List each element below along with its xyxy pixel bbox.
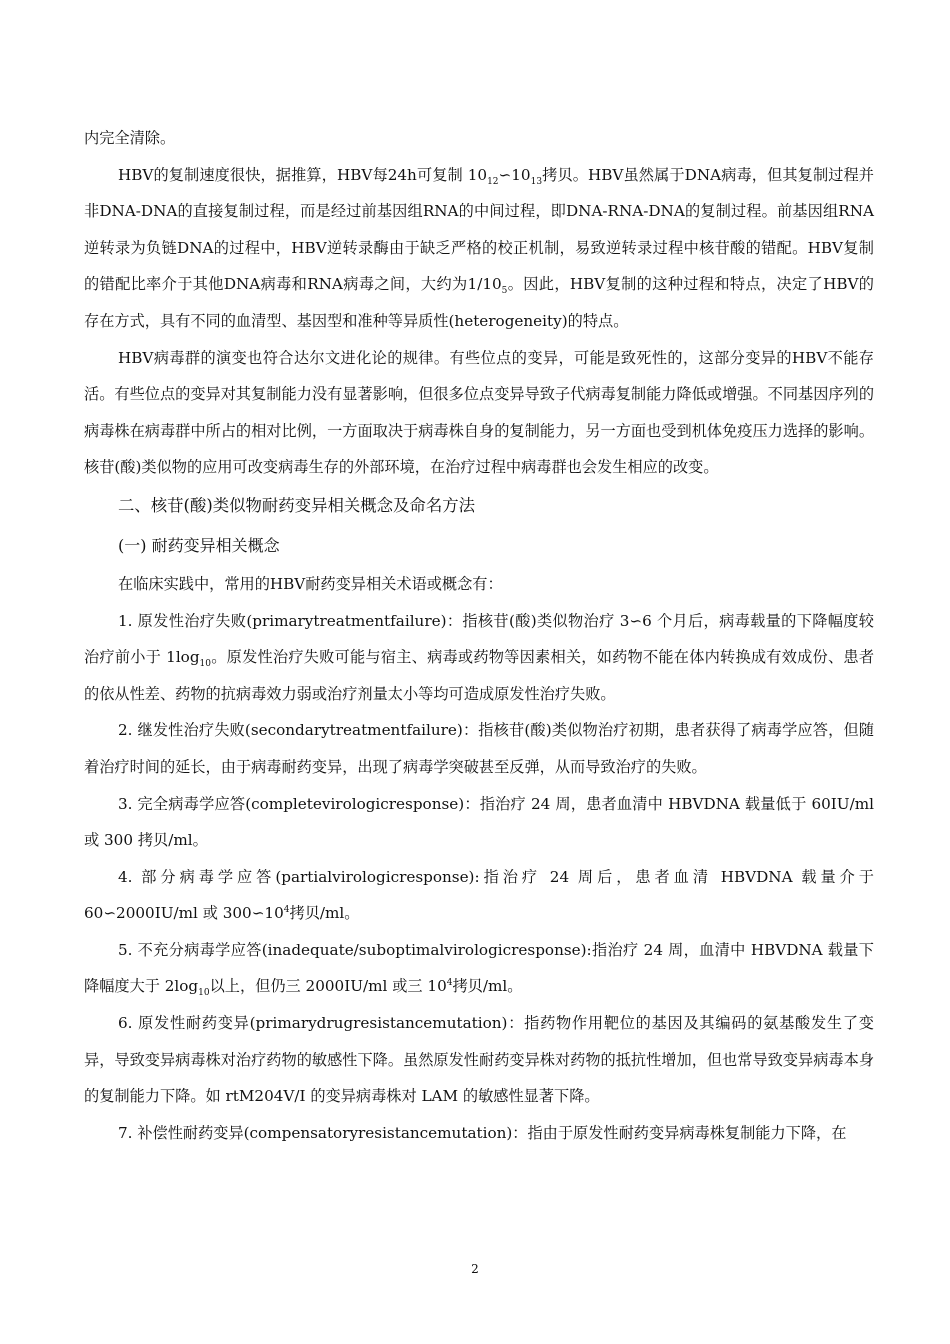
list-item-7: 7. 补偿性耐药变异(compensatoryresistancemutation)：指由于原发性耐药变异病毒株复制能力下降，在 — [118, 1123, 847, 1142]
list-item-4 — [84, 859, 874, 932]
subscript: 12 — [487, 176, 499, 187]
text-run: 拷贝/ml。 — [452, 977, 523, 996]
list-item-5 — [84, 932, 874, 1005]
text-run: ∽10 — [498, 165, 531, 184]
superscript: 4 — [283, 905, 290, 916]
subscript: 10 — [199, 659, 211, 670]
section-heading: 二、核苷(酸)类似物耐药变异相关概念及命名方法 — [118, 495, 475, 515]
subscript: 5 — [501, 286, 508, 297]
subscript: 10 — [198, 988, 210, 999]
list-item-6: 6. 原发性耐药变异(primarydrugresistancemutation)：指药物作用靶位的基因及其编码的氨基酸发生了变异，导致变异病毒株对治疗药物的敏感性下降。虽然原发性耐药变异株对药物的抵抗性增加，但也常导致变异病毒本身的复制能力下降。如 rtM204V/I 的变异病毒株对 LAM 的敏感性显著下降。 — [84, 1014, 874, 1106]
subsection-heading: (一) 耐药变异相关概念 — [118, 535, 280, 555]
page-number: 2 — [471, 1262, 479, 1276]
text-run: HBV的复制速度很快，据推算，HBV每24h可复制 10 — [118, 165, 488, 184]
superscript: 4 — [446, 978, 453, 989]
text-run: 拷贝。HBV虽然属于DNA病毒，但其复制过程并非DNA-DNA的直接复制过程，而是经过前基因组RNA的中间过程，即DNA-RNA-DNA的复制过程。前基因组RNA逆转录为负链DNA的过程中，HBV逆转录酶由于缺乏严格的校正机制，易致逆转录过程中核苷酸的错配。HBV复制的错配比率介于其他DNA病毒和RNA病毒之间，大约为1/10 — [84, 165, 874, 294]
list-item-3: 3. 完全病毒学应答(completevirologicresponse)：指治疗 24 周，患者血清中 HBVDNA 载量低于 60IU/ml 或 300 拷贝/ml。 — [84, 794, 874, 850]
paragraph-continuation: 内完全清除。 — [84, 129, 176, 147]
list-item-1 — [84, 603, 874, 713]
text-run: 拷贝/ml。 — [289, 904, 360, 923]
text-run: 1. 原发性治疗失败(primarytreatmentfailure)：指核苷(酸)类似物治疗 3∽6 个月后，病毒载量的下降幅度较治疗前小于 1log — [84, 611, 874, 667]
document-body — [84, 120, 874, 1151]
list-item-2: 2. 继发性治疗失败(secondarytreatmentfailure)：指核苷(酸)类似物治疗初期，患者获得了病毒学应答，但随着治疗时间的延长，由于病毒耐药变异，出现了病毒学突破甚至反弹，从而导致治疗的失败。 — [84, 721, 874, 776]
paragraph-virus-evolution: HBV病毒群的演变也符合达尔文进化论的规律。有些位点的变异，可能是致死性的，这部分变异的HBV不能存活。有些位点的变异对其复制能力没有显著影响，但很多位点变异导致子代病毒复制能力降低或增强。不同基因序列的病毒株在病毒群中所占的相对比例，一方面取决于病毒株自身的复制能力，另一方面也受到机体免疫压力选择的影响。核苷(酸)类似物的应用可改变病毒生存的外部环境，在治疗过程中病毒群也会发生相应的改变。 — [84, 348, 874, 477]
subscript: 13 — [530, 176, 543, 187]
paragraph-hbv-replication — [84, 157, 874, 340]
text-run: 。因此，HBV复制的这种过程和特点，决定了HBV的存在方式，具有不同的血清型、基因型和准种等异质性(heterogeneity)的特点。 — [84, 275, 874, 330]
text-run: 5. 不充分病毒学应答(inadequate/suboptimalvirologicresponse):指治疗 24 周，血清中 HBVDNA 载量下降幅度大于 2log — [84, 940, 874, 996]
paragraph-intro: 在临床实践中，常用的HBV耐药变异相关术语或概念有： — [118, 574, 503, 593]
text-run: 。原发性治疗失败可能与宿主、病毒或药物等因素相关，如药物不能在体内转换成有效成份、患者的依从性差、药物的抗病毒效力弱或治疗剂量太小等均可造成原发性治疗失败。 — [84, 648, 875, 703]
text-run: 以上，但仍三 2000IU/ml 或三 10 — [209, 977, 447, 996]
text-run: 4. 部分病毒学应答(partialvirologicresponse):指治疗 24 周后，患者血清 HBVDNA 载量介于 60∽2000IU/ml 或 300∽10 — [84, 867, 874, 923]
